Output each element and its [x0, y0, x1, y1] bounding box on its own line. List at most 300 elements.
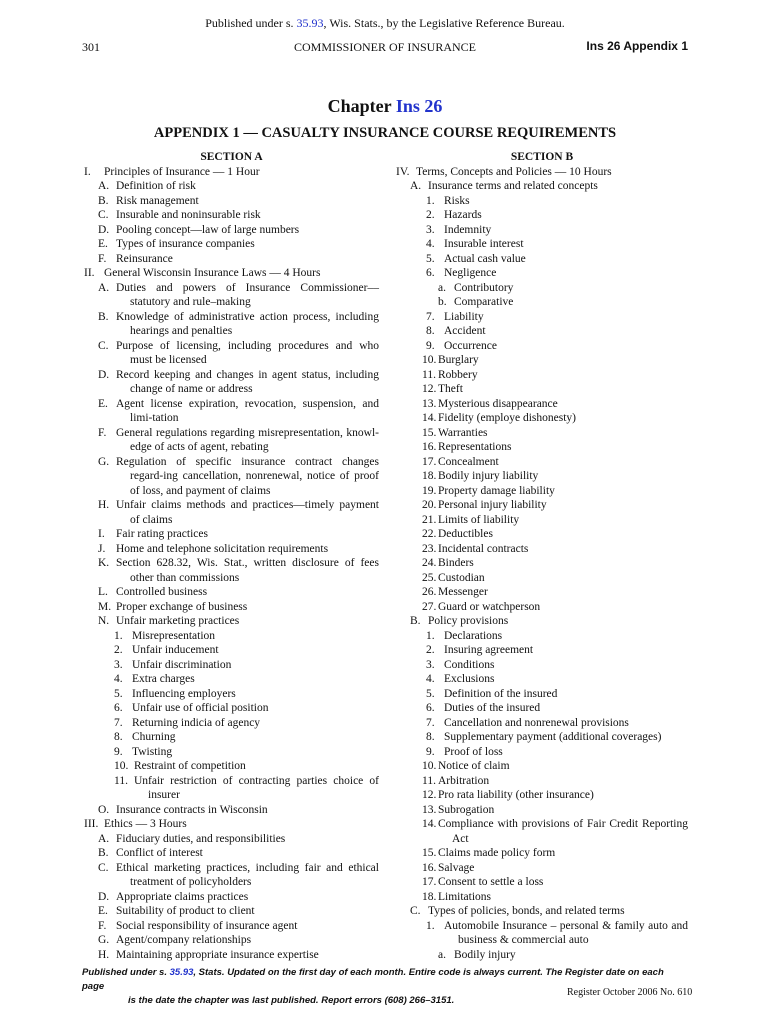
- outline-item-label: G.: [98, 455, 110, 468]
- outline-item-text: Restraint of competition: [134, 760, 246, 772]
- outline-item-label: G.: [98, 934, 110, 946]
- outline-item-label: 16.: [422, 441, 437, 453]
- outline-item-text: Maintaining appropriate insurance expertise: [116, 948, 319, 961]
- outline-item: [84, 701, 379, 716]
- outline-item-text: Duties of the insured: [444, 702, 541, 714]
- outline-item: [84, 846, 379, 861]
- chapter-title: [0, 96, 770, 117]
- outline-item-text: Types of policies, bonds, and related terms: [428, 905, 625, 917]
- outline-item-text: Insurable interest: [444, 238, 524, 250]
- outline-item-text: Definition of risk: [116, 180, 196, 192]
- outline-item-label: 11.: [114, 774, 128, 787]
- outline-item-text: Purpose of licensing, including procedures and who must be licensed: [116, 339, 379, 366]
- outline-item-label: C.: [98, 209, 109, 221]
- header-center-title: COMMISSIONER OF INSURANCE: [293, 40, 477, 54]
- outline-item-label: C.: [410, 905, 421, 917]
- register-date: Register October 2006 No. 610: [567, 987, 693, 998]
- outline-item-label: F.: [98, 426, 107, 439]
- outline-item-label: III.: [84, 818, 99, 830]
- outline-item-label: 16.: [422, 861, 437, 874]
- outline-item: [84, 716, 379, 731]
- outline-item: [396, 556, 688, 571]
- outline-item: [84, 919, 379, 934]
- outline-item-label: 1.: [426, 194, 435, 207]
- outline-item-text: Limitations: [438, 890, 492, 903]
- outline-item-text: Unfair restriction of contracting parties choice of insurer: [134, 774, 379, 801]
- outline-item-label: 4.: [426, 673, 435, 685]
- outline-item-text: Salvage: [438, 861, 475, 874]
- published-suffix: , Wis. Stats., by the Legislative Reference Bureau.: [323, 16, 565, 30]
- outline-item-text: Misrepresentation: [132, 629, 216, 642]
- outline-item: [396, 817, 688, 846]
- outline-item-label: 1.: [426, 629, 435, 642]
- outline-item-text: Cancellation and nonrenewal provisions: [444, 716, 629, 729]
- outline-item-text: Returning indicia of agency: [132, 716, 261, 729]
- outline-item: [84, 803, 379, 818]
- outline-item-label: C.: [98, 339, 109, 352]
- outline-item-text: Twisting: [132, 745, 173, 758]
- section-b-list: [396, 165, 688, 963]
- outline-item-text: Warranties: [438, 426, 488, 439]
- outline-item-label: I.: [98, 528, 105, 540]
- outline-item: [84, 179, 379, 194]
- appendix-title: APPENDIX 1 — CASUALTY INSURANCE COURSE REQUIREMENTS: [153, 125, 617, 141]
- outline-item: [84, 672, 379, 687]
- outline-item: [84, 252, 379, 267]
- outline-item-label: N.: [98, 615, 110, 627]
- outline-item-label: 1.: [114, 629, 123, 642]
- outline-item: [396, 803, 688, 818]
- outline-item: [84, 629, 379, 644]
- outline-item-text: Conflict of interest: [116, 847, 203, 859]
- outline-item: [84, 687, 379, 702]
- outline-item-text: Actual cash value: [444, 252, 526, 265]
- outline-item-text: Agent/company relationships: [116, 934, 252, 946]
- outline-item: [396, 266, 688, 281]
- chapter-code-link[interactable]: Ins 26: [395, 96, 443, 116]
- outline-item-text: Regulation of specific insurance contract changes regard-ing cancellation, nonrenewal, notice of proof of loss, and payment of claims: [116, 455, 379, 497]
- outline-item: [396, 774, 688, 789]
- outline-item: [396, 324, 688, 339]
- outline-item-label: H.: [98, 499, 110, 511]
- outline-item-label: A.: [98, 832, 110, 845]
- outline-item: [84, 745, 379, 760]
- outline-item-text: Terms, Concepts and Policies –– 10 Hours: [416, 165, 612, 178]
- outline-item: [84, 397, 379, 426]
- outline-item: [84, 542, 379, 557]
- outline-item-label: H.: [98, 948, 110, 961]
- outline-item-text: Property damage liability: [438, 484, 555, 497]
- outline-item-label: 14.: [422, 412, 437, 424]
- outline-item-label: D.: [98, 223, 110, 236]
- outline-item-text: Consent to settle a loss: [438, 876, 544, 888]
- outline-item-label: 22.: [422, 528, 437, 540]
- outline-item-text: Binders: [438, 557, 474, 569]
- outline-item-label: B.: [410, 615, 421, 627]
- outline-item: [84, 643, 379, 658]
- outline-item-text: Notice of claim: [438, 760, 510, 772]
- outline-item: [84, 455, 379, 499]
- outline-item-text: Fiduciary duties, and responsibilities: [116, 832, 286, 845]
- outline-item: [396, 382, 688, 397]
- outline-item-text: Subrogation: [438, 803, 495, 816]
- outline-item: [396, 730, 688, 745]
- outline-item-label: 10.: [114, 760, 129, 772]
- outline-item-text: Influencing employers: [132, 687, 236, 700]
- outline-item-label: 13.: [422, 803, 437, 816]
- outline-item-label: a.: [438, 281, 446, 294]
- outline-item-label: 13.: [422, 397, 437, 410]
- outline-item: [396, 469, 688, 484]
- outline-item: [84, 237, 379, 252]
- outline-item-label: 18.: [422, 470, 437, 482]
- outline-item-label: 7.: [426, 310, 435, 323]
- outline-item-text: Agent license expiration, revocation, suspension, and limi-tation: [116, 397, 379, 424]
- outline-item: [84, 556, 379, 585]
- outline-item-text: Risks: [444, 194, 470, 207]
- outline-item-label: 6.: [114, 702, 123, 714]
- footer-line-2: is the date the chapter was last published. Report errors (608) 266–3151.: [128, 995, 455, 1006]
- outline-item-label: 2.: [114, 644, 123, 656]
- outline-item: [84, 585, 379, 600]
- outline-item: [396, 788, 688, 803]
- outline-item: [396, 484, 688, 499]
- outline-item-label: 14.: [422, 818, 437, 830]
- outline-item-label: 8.: [426, 325, 435, 337]
- page-number: 301: [82, 40, 100, 54]
- outline-item-label: B.: [98, 194, 109, 207]
- outline-item: [84, 832, 379, 847]
- outline-item: [396, 745, 688, 760]
- outline-item-label: 9.: [426, 745, 435, 758]
- outline-item-label: K.: [98, 557, 110, 569]
- outline-item: [84, 165, 379, 180]
- outline-item-label: IV.: [396, 165, 410, 178]
- outline-item-label: 25.: [422, 571, 437, 584]
- statute-link[interactable]: 35.93: [296, 16, 324, 30]
- outline-item-text: Mysterious disappearance: [438, 397, 558, 410]
- outline-item: [84, 498, 379, 527]
- outline-item-text: Unfair use of official position: [132, 702, 269, 714]
- outline-item: [396, 658, 688, 673]
- outline-item-text: Claims made policy form: [438, 847, 556, 859]
- outline-item-label: 1.: [426, 919, 435, 932]
- outline-item: [396, 353, 688, 368]
- outline-item: [396, 629, 688, 644]
- running-header: [82, 40, 688, 56]
- outline-item-label: C.: [98, 861, 109, 874]
- outline-item-text: Churning: [132, 731, 176, 743]
- outline-item-label: 26.: [422, 586, 437, 598]
- outline-item: [396, 571, 688, 586]
- outline-item: [84, 890, 379, 905]
- outline-item: [396, 890, 688, 905]
- outline-item: [396, 643, 688, 658]
- outline-item-label: M.: [98, 600, 112, 613]
- outline-item-label: 3.: [426, 223, 435, 236]
- outline-item-text: Controlled business: [116, 586, 208, 598]
- published-prefix: Published under s.: [205, 16, 297, 30]
- outline-item-text: Personal injury liability: [438, 499, 547, 511]
- outline-item: [396, 600, 688, 615]
- outline-item-text: Ethical marketing practices, including fair and ethical treatment of policyholders: [116, 861, 379, 888]
- outline-item-label: 27.: [422, 600, 437, 613]
- outline-item: [84, 281, 379, 310]
- outline-item-label: A.: [410, 180, 422, 192]
- outline-item-label: 11.: [422, 368, 436, 381]
- outline-item-text: Automobile Insurance – personal & family auto and business & commercial auto: [444, 919, 688, 946]
- outline-item-text: Unfair discrimination: [132, 658, 232, 671]
- outline-item: [396, 252, 688, 267]
- outline-item: [84, 600, 379, 615]
- outline-item: [84, 614, 379, 629]
- outline-item: [396, 701, 688, 716]
- outline-item-text: Proof of loss: [444, 745, 503, 758]
- outline-item-text: Declarations: [444, 629, 503, 642]
- outline-item-label: 7.: [114, 716, 123, 729]
- outline-item-text: Deductibles: [438, 528, 493, 540]
- section-a-column: [84, 150, 379, 962]
- outline-item: [396, 310, 688, 325]
- footer-line-1: Published under s. 35.93, Stats. Updated on the first day of each month. Entire code is always current. The Register date on each page: [82, 967, 664, 992]
- outline-item: [396, 527, 688, 542]
- section-b-column: [396, 150, 688, 962]
- outline-item-text: Representations: [438, 441, 512, 453]
- outline-item: [396, 368, 688, 383]
- outline-item-text: Supplementary payment (additional coverages): [444, 731, 662, 743]
- outline-item-label: 4.: [114, 673, 123, 685]
- outline-item: [396, 672, 688, 687]
- outline-item-label: E.: [98, 238, 108, 250]
- outline-item-text: Appropriate claims practices: [116, 890, 249, 903]
- outline-item: [396, 455, 688, 470]
- outline-item: [396, 542, 688, 557]
- outline-item-text: Hazards: [444, 209, 482, 221]
- outline-item-text: Messenger: [438, 586, 488, 598]
- outline-item-label: a.: [438, 948, 446, 961]
- outline-item-text: Fidelity (employe dishonesty): [438, 412, 576, 424]
- outline-item-text: Accident: [444, 325, 486, 337]
- outline-item-label: 18.: [422, 890, 437, 903]
- section-a-heading: SECTION A: [200, 151, 263, 163]
- outline-item: [84, 774, 379, 803]
- outline-item-label: 11.: [422, 774, 436, 787]
- outline-item-label: 17.: [422, 876, 437, 888]
- outline-item: [84, 223, 379, 238]
- outline-item-label: A.: [98, 281, 110, 294]
- outline-item: [396, 194, 688, 209]
- outline-item: [396, 208, 688, 223]
- outline-item-label: B.: [98, 847, 109, 859]
- outline-item: [396, 919, 688, 948]
- outline-item-text: Insurable and noninsurable risk: [116, 209, 261, 221]
- outline-item-text: Theft: [438, 383, 463, 395]
- outline-item-text: Incidental contracts: [438, 542, 529, 555]
- outline-item-text: Unfair inducement: [132, 644, 219, 656]
- outline-item: [396, 687, 688, 702]
- outline-item: [396, 237, 688, 252]
- outline-item-text: Robbery: [438, 368, 478, 381]
- outline-item-text: Pooling concept––law of large numbers: [116, 223, 300, 236]
- outline-item-label: 19.: [422, 484, 437, 497]
- outline-item: [396, 179, 688, 194]
- outline-item-text: Social responsibility of insurance agent: [116, 919, 298, 932]
- outline-item: [396, 165, 688, 180]
- outline-item-label: 10.: [422, 354, 437, 366]
- outline-item: [84, 948, 379, 963]
- outline-item: [396, 223, 688, 238]
- outline-item-label: 5.: [426, 687, 435, 700]
- outline-item-label: 9.: [426, 339, 435, 352]
- outline-item: [396, 295, 688, 310]
- outline-item: [84, 194, 379, 209]
- outline-item-label: J.: [98, 542, 106, 555]
- outline-item-label: II.: [84, 267, 95, 279]
- outline-item-label: 8.: [426, 731, 435, 743]
- outline-item: [396, 411, 688, 426]
- outline-item-label: b.: [438, 296, 447, 308]
- outline-item-label: 3.: [426, 658, 435, 671]
- outline-item: [84, 933, 379, 948]
- outline-item-label: 4.: [426, 238, 435, 250]
- outline-item-text: Proper exchange of business: [116, 600, 248, 613]
- outline-item-text: Risk management: [116, 194, 199, 207]
- outline-item: [84, 426, 379, 455]
- outline-item: [84, 527, 379, 542]
- outline-item: [396, 426, 688, 441]
- outline-item: [84, 310, 379, 339]
- outline-item-label: 7.: [426, 716, 435, 729]
- outline-item-label: 6.: [426, 267, 435, 279]
- outline-item-text: Burglary: [438, 354, 479, 366]
- outline-item-label: 9.: [114, 745, 123, 758]
- outline-item-text: Pro rata liability (other insurance): [438, 789, 594, 801]
- outline-item: [84, 339, 379, 368]
- outline-item: [84, 861, 379, 890]
- outline-item: [396, 759, 688, 774]
- outline-item-label: F.: [98, 919, 107, 932]
- outline-item-text: Limits of liability: [438, 513, 520, 526]
- outline-item-label: O.: [98, 803, 110, 816]
- section-a-list: [84, 165, 379, 963]
- outline-item-text: Bodily injury: [454, 948, 516, 961]
- outline-item-text: Extra charges: [132, 673, 195, 685]
- outline-item-label: 5.: [114, 687, 123, 700]
- outline-item: [396, 861, 688, 876]
- outline-item-text: Insuring agreement: [444, 644, 534, 656]
- section-b-heading: SECTION B: [510, 151, 574, 163]
- outline-item-text: Negligence: [444, 267, 497, 279]
- outline-item-label: E.: [98, 905, 108, 917]
- outline-item: [84, 730, 379, 745]
- outline-item-text: Liability: [444, 310, 484, 323]
- outline-item: [396, 585, 688, 600]
- outline-item-label: 12.: [422, 383, 437, 395]
- outline-item: [396, 875, 688, 890]
- outline-item-label: 24.: [422, 557, 437, 569]
- outline-item-label: L.: [98, 586, 108, 598]
- outline-item-text: Bodily injury liability: [438, 470, 539, 482]
- outline-item: [84, 658, 379, 673]
- outline-item-text: Home and telephone solicitation requirements: [116, 542, 329, 555]
- outline-item: [396, 948, 688, 963]
- outline-item-label: A.: [98, 180, 110, 192]
- published-notice-top: [0, 16, 770, 31]
- outline-item-text: Occurrence: [444, 339, 497, 352]
- outline-item-label: 17.: [422, 455, 437, 468]
- outline-item-label: 23.: [422, 542, 437, 555]
- outline-item: [396, 904, 688, 919]
- outline-item-text: Fair rating practices: [116, 528, 208, 540]
- outline-item-text: General Wisconsin Insurance Laws –– 4 Hours: [104, 267, 321, 279]
- outline-item: [396, 440, 688, 455]
- outline-item-label: 15.: [422, 426, 437, 439]
- outline-item-text: Policy provisions: [428, 615, 509, 627]
- outline-item-label: I.: [84, 165, 91, 178]
- outline-item-text: Insurance contracts in Wisconsin: [116, 803, 268, 816]
- outline-item-text: Arbitration: [438, 774, 490, 787]
- outline-item: [396, 397, 688, 412]
- outline-item-text: Conditions: [444, 658, 495, 671]
- outline-item-label: 2.: [426, 644, 435, 656]
- outline-item-text: Knowledge of administrative action process, including hearings and penalties: [116, 310, 379, 337]
- outline-item-text: Unfair marketing practices: [116, 615, 240, 627]
- outline-item-text: Reinsurance: [116, 252, 173, 265]
- outline-item-label: 21.: [422, 513, 437, 526]
- outline-item-text: Contributory: [454, 281, 514, 294]
- outline-item-text: Guard or watchperson: [438, 600, 541, 613]
- outline-item-text: Record keeping and changes in agent status, including change of name or address: [116, 368, 379, 395]
- outline-item: [396, 281, 688, 296]
- outline-item-text: Principles of Insurance –– 1 Hour: [104, 165, 260, 178]
- outline-item-label: B.: [98, 310, 109, 323]
- outline-item-label: 3.: [114, 658, 123, 671]
- outline-item-text: Unfair claims methods and practices––timely payment of claims: [116, 499, 379, 526]
- outline-item: [396, 716, 688, 731]
- outline-item-label: 6.: [426, 702, 435, 714]
- outline-item-text: Indemnity: [444, 223, 492, 236]
- outline-item: [396, 339, 688, 354]
- outline-item-label: E.: [98, 397, 108, 410]
- outline-item-label: D.: [98, 890, 110, 903]
- outline-item-text: Insurance terms and related concepts: [428, 180, 598, 192]
- outline-item: [84, 759, 379, 774]
- outline-item-text: Definition of the insured: [444, 687, 558, 700]
- outline-item: [84, 266, 379, 281]
- outline-item-text: Exclusions: [444, 673, 495, 685]
- outline-item-label: 8.: [114, 731, 123, 743]
- outline-item-text: Compliance with provisions of Fair Credit Reporting Act: [438, 818, 688, 845]
- outline-item: [84, 904, 379, 919]
- outline-item-text: Custodian: [438, 571, 485, 584]
- outline-item-label: 20.: [422, 499, 437, 511]
- outline-item: [396, 614, 688, 629]
- chapter-prefix: Chapter: [327, 96, 396, 116]
- outline-item-text: Comparative: [454, 296, 514, 308]
- outline-item-text: Suitability of product to client: [116, 905, 255, 917]
- outline-item-text: Types of insurance companies: [116, 238, 255, 250]
- outline-item: [84, 817, 379, 832]
- footer-statute-link[interactable]: 35.93: [169, 967, 194, 978]
- outline-item: [396, 846, 688, 861]
- outline-item-label: 10.: [422, 760, 437, 772]
- outline-item-text: Ethics –– 3 Hours: [104, 818, 187, 830]
- outline-item-text: General regulations regarding misrepresentation, knowl-edge of acts of agent, rebating: [116, 426, 379, 453]
- outline-item-label: 12.: [422, 789, 437, 801]
- outline-item: [396, 513, 688, 528]
- outline-item-text: Section 628.32, Wis. Stat., written disclosure of fees other than commissions: [116, 557, 379, 584]
- outline-item: [84, 368, 379, 397]
